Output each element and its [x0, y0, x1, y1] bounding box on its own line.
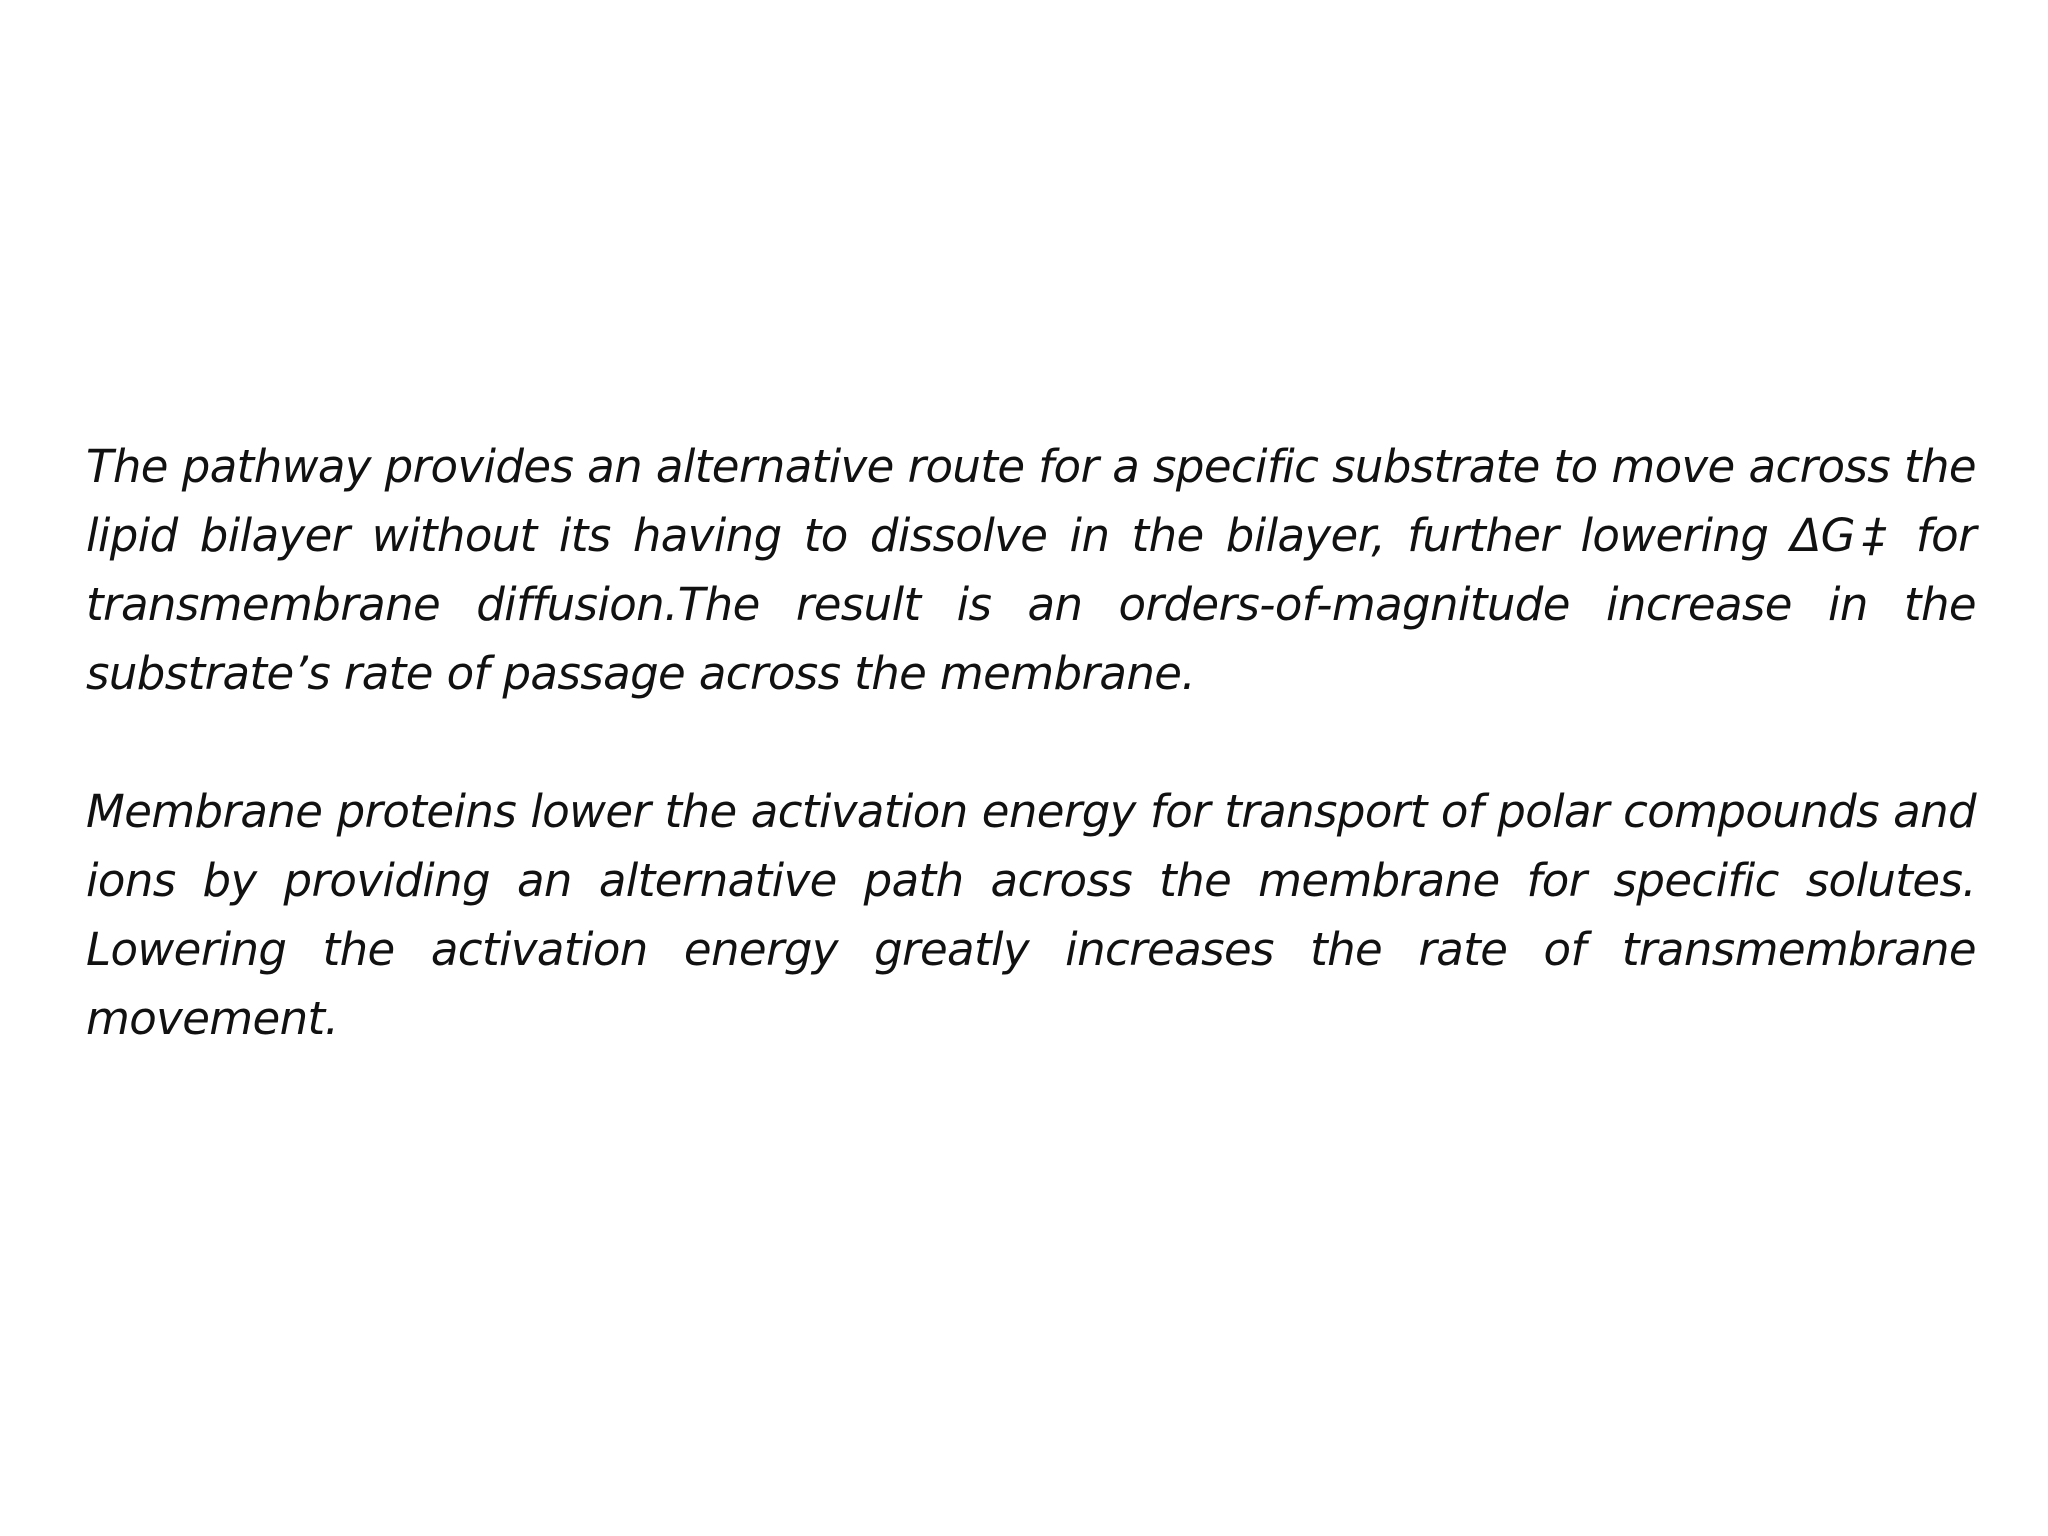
slide-text-body: [86, 432, 1976, 1053]
paragraph-membrane-proteins: Membrane proteins lower the activation energy for transport of polar compounds and ions by providing an alternative path across the membrane for specific solutes. Lowering the activation energy greatly increases the rate of transmembrane movement.: [86, 785, 1976, 1045]
paragraph-pathway-description: The pathway provides an alternative route for a specific substrate to move across the lipid bilayer without its having to dissolve in the bilayer, further lowering ΔG‡ for transmembrane diffusion.The result is an orders-of-magnitude increase in the substrate’s rate of passage across the membrane.: [86, 440, 1976, 700]
